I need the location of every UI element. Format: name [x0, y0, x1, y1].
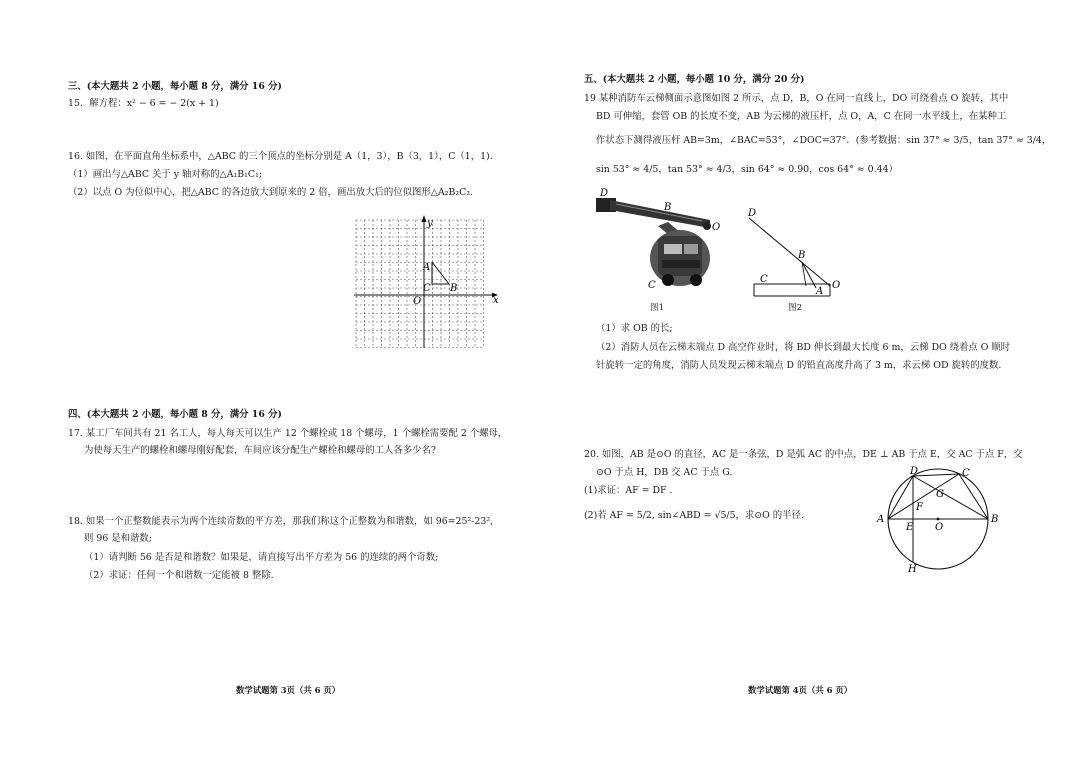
- circle-h-label: H: [908, 564, 917, 575]
- question-16-part-1: （1）画出与△ABC 关于 y 轴对称的△A₁B₁C₁;: [68, 169, 263, 180]
- right-page: [540, 0, 1080, 763]
- circle-f-label: F: [916, 502, 923, 513]
- question-19-part-1: （1）求 OB 的长;: [596, 323, 673, 334]
- question-19-part-2-line-2: 针旋转一定的角度，消防人员发现云梯末端点 D 的铅直高度升高了 3 m，求云梯 OD 旋转的度数.: [596, 360, 1002, 371]
- question-20-part-2: (2)若 AF = 5/2, sin∠ABD = √5/5，求⊙O 的半径.: [584, 510, 804, 521]
- question-20-line-2: ⊙O 于点 H，DB 交 AC 于点 G.: [596, 467, 733, 478]
- circle-g-label: G: [936, 489, 944, 500]
- question-18-part-1: （1）请判断 56 是否是和谐数？如果是，请直接写出平方差为 56 的连续的两个奇数;: [84, 552, 439, 563]
- circle-a-label: A: [877, 514, 885, 525]
- grid-x-label: x: [493, 295, 499, 306]
- circle-c-label: C: [962, 468, 970, 479]
- circle-b-label: B: [991, 514, 999, 525]
- circle-d-label: D: [910, 466, 919, 477]
- question-20-part-1: (1)求证：AF = DF .: [584, 485, 673, 496]
- circle-diagram: [874, 464, 1004, 574]
- fig2-o-label: O: [832, 280, 841, 291]
- figure-2-caption: 图2: [788, 303, 803, 313]
- ladder-diagram: [746, 206, 856, 298]
- question-16-part-2: （2）以点 O 为位似中心，把△ABC 的各边放大到原来的 2 倍，画出放大后的位似图形△A₂B₂C₂.: [68, 187, 474, 198]
- circle-e-label: E: [906, 522, 914, 533]
- question-17-line-2: 为使每天生产的螺栓和螺母刚好配套，车间应该分配生产螺栓和螺母的工人各多少名?: [84, 445, 436, 456]
- grid-c-label: C: [423, 283, 431, 294]
- section-4-heading: 四、(本大题共 2 小题，每小题 8 分，满分 16 分): [68, 409, 282, 420]
- circle-o-label: O: [935, 522, 944, 533]
- fig1-o-label: O: [712, 222, 721, 233]
- fig2-a-label: A: [816, 286, 824, 297]
- question-20-line-1: 20. 如图，AB 是⊙O 的直径，AC 是一条弦，D 是弧 AC 的中点，DE ⊥ AB 于点 E，交 AC 于点 F，交: [584, 449, 1023, 460]
- fig2-c-label: C: [760, 274, 768, 285]
- question-19-line-4: sin 53° ≈ 4/5，tan 53° ≈ 4/3，sin 64° ≈ 0.90，cos 64° ≈ 0.44）: [596, 164, 898, 175]
- page-4-footer: 数学试题第 4页（共 6 页）: [748, 685, 853, 695]
- fig2-d-label: D: [748, 208, 757, 219]
- page-3-footer: 数学试题第 3页（共 6 页）: [236, 685, 341, 695]
- section-3-heading: 三、(本大题共 2 小题，每小题 8 分，满分 16 分): [68, 81, 282, 92]
- grid-y-label: y: [427, 218, 433, 229]
- question-18-part-2: （2）求证：任何一个和谐数一定能被 8 整除.: [84, 570, 274, 581]
- question-15: 15．解方程：x² − 6 = − 2(x + 1): [68, 98, 219, 109]
- fig1-d-label: D: [600, 188, 609, 199]
- question-18-line-1: 18. 如果一个正整数能表示为两个连续奇数的平方差，那我们称这个正整数为和谐数，如 96=25²-23²,: [68, 516, 494, 527]
- question-19-line-2: BD 可伸缩，套管 OB 的长度不变，AB 为云梯的液压杆，点 O，A，C 在同一水平线上，在某种工: [596, 111, 1007, 122]
- fig1-c-label: C: [648, 280, 656, 291]
- grid-o-label: O: [413, 296, 422, 307]
- grid-b-label: B: [450, 283, 458, 294]
- question-19-line-3: 作状态下测得液压杆 AB=3m，∠BAC=53°，∠DOC=37°．(参考数据：sin 37° ≈ 3/5，tan 37° ≈ 3/4，: [596, 135, 1052, 146]
- question-17-line-1: 17. 某工厂车间共有 21 名工人，每人每天可以生产 12 个螺栓或 18 个螺母，1 个螺栓需要配 2 个螺母，: [68, 428, 508, 439]
- question-16-stem: 16. 如图，在平面直角坐标系中，△ABC 的三个顶点的坐标分别是 A（1，3），B（3，1），C（1，1).: [68, 151, 493, 162]
- question-19-line-1: 19 某种消防车云梯侧面示意图如图 2 所示，点 D，B，O 在同一直线上，DO 可绕着点 O 旋转，其中: [584, 93, 1009, 104]
- fig2-b-label: B: [798, 250, 806, 261]
- grid-a-label: A: [423, 262, 431, 273]
- coordinate-grid-figure: [356, 220, 501, 352]
- question-18-line-2: 则 96 是和谐数;: [84, 533, 152, 544]
- fig1-b-label: B: [664, 202, 672, 213]
- figure-1-caption: 图1: [650, 303, 665, 313]
- fire-truck-photo: [592, 186, 722, 296]
- section-5-heading: 五、(本大题共 2 小题，每小题 10 分，满分 20 分): [584, 74, 805, 85]
- question-19-part-2-line-1: （2）消防人员在云梯末端点 D 高空作业时，将 BD 伸长到最大长度 6 m，云梯 DO 绕着点 O 顺时: [596, 342, 1011, 353]
